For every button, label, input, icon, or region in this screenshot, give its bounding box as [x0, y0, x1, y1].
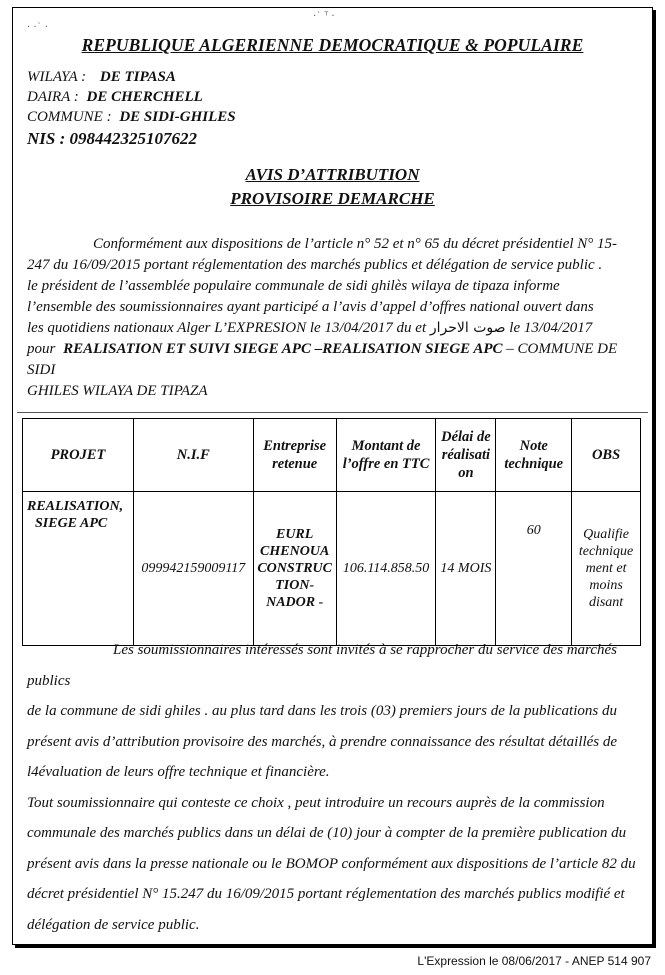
intro-line: [27, 318, 643, 339]
notice-page: [12, 7, 653, 945]
commune-label: COMMUNE :: [27, 109, 112, 125]
wilaya-label: WILAYA :: [27, 69, 87, 85]
col-header-delai: [436, 419, 496, 492]
intro-line: l’ensemble des soumissionnaires ayant participé a l’avis d’appel d’offres national ouvert dans: [27, 299, 594, 315]
cell-text: moins: [589, 578, 623, 593]
col-header-projet: PROJET: [23, 419, 134, 492]
cell-montant: 106.114.858.50: [336, 492, 436, 646]
attribution-table: [22, 418, 641, 646]
intro-line: 247 du 16/09/2015 portant réglementation des marchés publics et délégation de service public .: [27, 257, 603, 273]
cell-note: 60: [496, 492, 572, 646]
col-header-entreprise: [253, 419, 336, 492]
project-title: REALISATION ET SUIVI SIEGE APC –REALISATION SIEGE APC: [63, 341, 503, 357]
notice-title-line2: PROVISOIRE DEMARCHE: [230, 189, 435, 208]
body-line: Tout soumissionnaire qui conteste ce choix , peut introduire un recours auprès de la commission: [27, 794, 605, 811]
body-line: communale des marchés publics dans un délai de (10) jour à compter de la première publication du: [27, 825, 627, 841]
intro-line: [27, 339, 643, 381]
intro-line: GHILES WILAYA DE TIPAZA: [27, 383, 208, 399]
cell-text: Qualifie: [583, 527, 629, 542]
cell-delai: 14 MOIS: [436, 492, 496, 646]
header-text: réalisati: [441, 447, 491, 463]
cell-text: TION-: [275, 578, 315, 593]
body-line: présent avis d’attribution provisoire des marchés, à prendre connaissance des résultat détaillés de: [27, 733, 618, 750]
header-text: Entreprise: [263, 438, 327, 454]
cell-entreprise: [253, 492, 336, 646]
cell-text: NADOR -: [266, 595, 324, 610]
body-line: présent avis dans la presse nationale ou le BOMOP conformément aux dispositions de l’article 82 du: [27, 855, 636, 872]
nis-number: NIS : 098442325107622: [27, 129, 198, 148]
table-header-row: [23, 419, 641, 492]
intro-text: – COMMUNE DE SIDI: [27, 341, 618, 378]
col-header-montant: [336, 419, 436, 492]
daira-label: DAIRA :: [27, 89, 79, 105]
cell-text: REALISATION,: [27, 499, 124, 514]
arabic-newspaper-name: صوت الاحرار: [429, 320, 506, 336]
body-line: Les soumissionnaires intéressés sont invités à se rapprocher du service des marchés publics: [27, 642, 617, 689]
republic-heading: REPUBLIQUE ALGERIENNE DEMOCRATIQUE & POPULAIRE: [81, 35, 584, 55]
header-text: technique: [504, 456, 564, 472]
header-text: l’offre en TTC: [342, 456, 430, 472]
body-paragraphs: [27, 635, 643, 940]
cell-text: CONSTRUC: [257, 561, 332, 576]
publication-footer: L'Expression le 08/06/2017 - ANEP 514 907: [417, 954, 651, 968]
intro-line: le président de l’assemblée populaire communale de sidi ghilès wilaya de tipaza informe: [27, 278, 560, 294]
wilaya-value: DE TIPASA: [99, 69, 176, 85]
body-line: l4évaluation de leurs offre technique et financière.: [27, 764, 330, 780]
cell-text: CHENOUA: [260, 544, 330, 559]
header-text: Montant de: [351, 438, 421, 454]
header-text: Délai de: [441, 429, 491, 445]
body-line: de la commune de sidi ghiles . au plus tard dans les trois (03) premiers jours de la publications du: [27, 703, 617, 719]
cell-text: disant: [588, 595, 624, 610]
body-line: décret présidentiel N° 15.247 du 16/09/2015 portant réglementation des marchés publics modifié et: [27, 886, 625, 902]
scan-specks: ·˙ ᵀ ·: [313, 11, 335, 22]
daira-value: DE CHERCHELL: [86, 89, 203, 105]
scan-specks: · ·˙ ·: [27, 22, 48, 33]
col-header-obs: OBS: [572, 419, 641, 492]
intro-text: le 13/04/2017: [505, 320, 593, 336]
cell-nif: 099942159009117: [133, 492, 253, 646]
intro-text: pour: [27, 341, 60, 357]
cell-obs: [572, 492, 641, 646]
daira-line: [27, 89, 203, 106]
wilaya-line: [27, 69, 176, 86]
col-header-note: [496, 419, 572, 492]
table-row: [23, 492, 641, 646]
intro-line: Conformément aux dispositions de l’article n° 52 et n° 65 du décret présidentiel N° 15-: [93, 236, 618, 252]
cell-text: technique: [578, 544, 634, 559]
cell-projet: [23, 492, 134, 646]
col-header-nif: N.I.F: [133, 419, 253, 492]
cell-text: EURL: [275, 527, 314, 542]
header-text: Note: [519, 438, 548, 454]
commune-value: DE SIDI-GHILES: [119, 109, 236, 125]
cell-text: SIEGE APC: [35, 516, 108, 531]
body-line: délégation de service public.: [27, 916, 200, 933]
notice-title-line1: AVIS D’ATTRIBUTION: [245, 165, 420, 184]
intro-text: les quotidiens nationaux Alger L’EXPRESION le 13/04/2017 du et: [27, 320, 430, 336]
header-text: on: [458, 465, 474, 481]
header-text: retenue: [272, 456, 318, 472]
section-divider: [17, 412, 648, 413]
intro-paragraph: [27, 234, 643, 402]
cell-text: ment et: [585, 561, 627, 576]
commune-line: [27, 109, 236, 126]
